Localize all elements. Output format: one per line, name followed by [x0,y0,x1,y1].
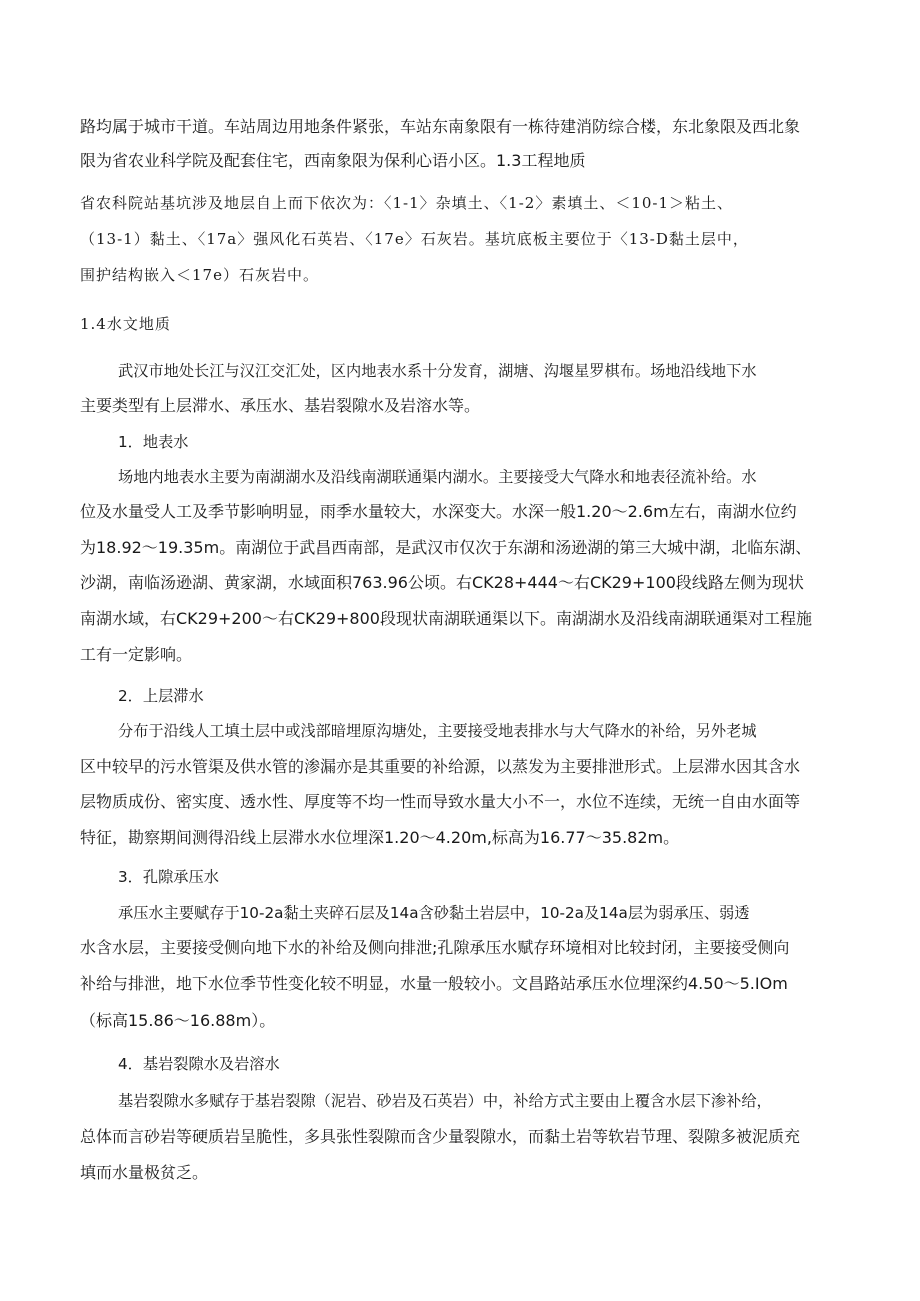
text-line: 主要类型有上层滞水、承压水、基岩裂隙水及岩溶水等。 [80,396,481,415]
text-line: 位及水量受人工及季节影响明显，雨季水量较大，水深变大。水深一般1.20～2.6m左右，南湖水位约 [80,502,797,521]
text-line: 特征，勘察期间测得沿线上层滞水水位埋深1.20～4.20m,标高为16.77～35.82m。 [80,828,680,847]
text-line: 武汉市地处长江与汉江交汇处，区内地表水系十分发育，湖塘、沟堰星罗棋布。场地沿线地下水 [118,362,757,380]
text-line: 层物质成份、密实度、透水性、厚度等不均一性而导致水量大小不一，水位不连续，无统一自由水面等 [80,792,801,811]
text-line: 限为省农业科学院及配套住宅，西南象限为保利心语小区。1.3工程地质 [80,151,586,170]
text-line: 为18.92～19.35m。南湖位于武昌西南部，是武汉市仅次于东湖和汤逊湖的第三大城中湖，北临东湖、 [80,538,812,557]
text-line: 分布于沿线人工填土层中或浅部暗埋原沟塘处，主要接受地表排水与大气降水的补给，另外老城 [118,722,757,740]
subsection-title: 4．基岩裂隙水及岩溶水 [118,1055,280,1073]
subsection-title: 2．上层滞水 [118,687,204,705]
text-line: 基岩裂隙水多赋存于基岩裂隙（泥岩、砂岩及石英岩）中，补给方式主要由上覆含水层下渗补给， [118,1092,772,1110]
text-line: 补给与排泄，地下水位季节性变化较不明显，水量一般较小。文昌路站承压水位埋深约4.50～5.IOm [80,974,788,993]
subsection-title: 1．地表水 [118,433,189,451]
text-line: 水含水层，主要接受侧向地下水的补给及侧向排泄;孔隙承压水赋存环境相对比较封闭，主要接受侧向 [80,938,790,957]
text-line: 填而水量极贫乏。 [80,1163,209,1182]
subsection-title: 3．孔隙承压水 [118,868,219,886]
text-line: 总体而言砂岩等硬质岩呈脆性，多具张性裂隙而含少量裂隙水，而黏土岩等软岩节理、裂隙多被泥质充 [80,1127,801,1146]
text-line: 场地内地表水主要为南湖湖水及沿线南湖联通渠内湖水。主要接受大气降水和地表径流补给。水 [118,468,757,486]
text-line: 省农科院站基坑涉及地层自上而下依次为：〈1-1〉杂填土、〈1-2〉素填土、＜10-1＞粘土、 [80,194,734,212]
section-heading: 1.4水文地质 [80,315,171,333]
text-line: 区中较早的污水管渠及供水管的渗漏亦是其重要的补给源，以蒸发为主要排泄形式。上层滞水因其含水 [80,757,801,776]
text-line: 沙湖，南临汤逊湖、黄家湖，水域面积763.96公顷。右CK28+444～右CK29+100段线路左侧为现状 [80,573,804,592]
text-line: 围护结构嵌入＜17e）石灰岩中。 [80,266,319,284]
text-line: （13-1）黏土、〈17a〉强风化石英岩、〈17e〉石灰岩。基坑底板主要位于〈13-D黏土层中， [80,230,749,248]
text-line: 工有一定影响。 [80,645,193,664]
text-line: 南湖水域，右CK29+200〜右CK29+800段现状南湖联通渠以下。南湖湖水及沿线南湖联通渠对工程施 [80,609,812,628]
text-line: 路均属于城市干道。车站周边用地条件紧张，车站东南象限有一栋待建消防综合楼，东北象限及西北象 [80,117,801,136]
text-line: 承压水主要赋存于10-2a黏土夹碎石层及14a含砂黏土岩层中，10-2a及14a层为弱承压、弱透 [118,904,750,922]
text-line: （标高15.86～16.88m）。 [80,1011,276,1030]
